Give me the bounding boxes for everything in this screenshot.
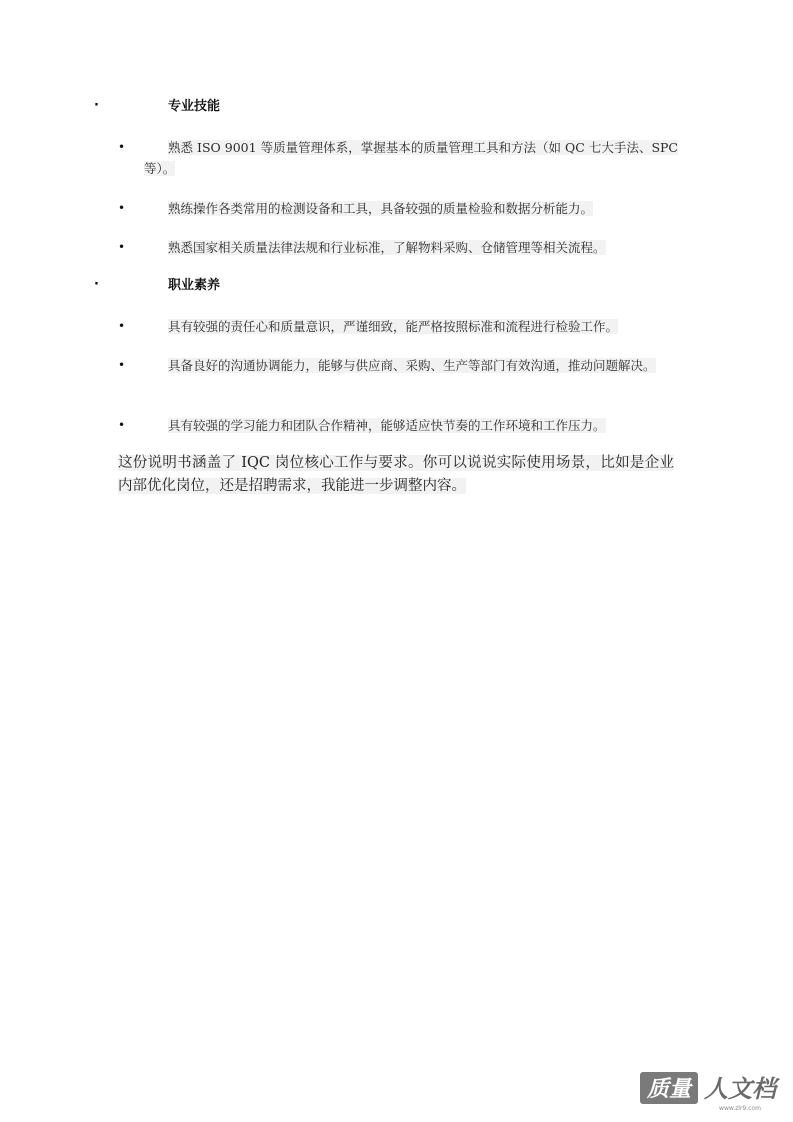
list-item-text: 具有较强的责任心和质量意识，严谨细致，能严格按照标准和流程进行检验工作。 bbox=[168, 319, 619, 334]
bullet-icon: • bbox=[118, 418, 126, 432]
watermark-logo bbox=[640, 1070, 782, 1112]
list-item bbox=[118, 198, 678, 219]
watermark-url: www.zlr9.com bbox=[719, 1105, 761, 1112]
list-item-text: 具有较强的学习能力和团队合作精神，能够适应快节奏的工作环境和工作压力。 bbox=[168, 418, 606, 433]
bullet-icon: • bbox=[118, 319, 126, 333]
bullet-icon: • bbox=[118, 140, 126, 154]
list-item-text: 熟悉 ISO 9001 等质量管理体系，掌握基本的质量管理工具和方法（如 QC 七大手法、SPC 等）。 bbox=[144, 140, 678, 176]
summary-paragraph bbox=[118, 452, 674, 498]
section-title: 职业素养 bbox=[168, 278, 221, 293]
bullet-icon: • bbox=[118, 201, 126, 215]
section-title: 专业技能 bbox=[168, 99, 221, 114]
bullet-icon: • bbox=[118, 358, 126, 372]
summary-text: 这份说明书涵盖了 IQC 岗位核心工作与要求。你可以说说实际使用场景，比如是企业内部优化岗位，还是招聘需求，我能进一步调整内容。 bbox=[118, 455, 674, 494]
list-item bbox=[118, 137, 678, 179]
watermark-text-left: 质量 bbox=[646, 1077, 692, 1102]
list-item bbox=[118, 237, 678, 258]
watermark-text-right: 人文档 bbox=[704, 1075, 776, 1103]
list-item bbox=[118, 316, 678, 337]
list-item-text: 具备良好的沟通协调能力，能够与供应商、采购、生产等部门有效沟通，推动问题解决。 bbox=[168, 358, 656, 373]
list-item bbox=[118, 415, 678, 436]
list-item bbox=[118, 355, 678, 376]
bullet-icon: • bbox=[118, 240, 126, 254]
section-bullet: · bbox=[94, 98, 99, 113]
list-item-text: 熟练操作各类常用的检测设备和工具，具备较强的质量检验和数据分析能力。 bbox=[168, 201, 594, 216]
list-item-text: 熟悉国家相关质量法律法规和行业标准，了解物料采购、仓储管理等相关流程。 bbox=[168, 240, 606, 255]
section-bullet: · bbox=[94, 277, 99, 292]
